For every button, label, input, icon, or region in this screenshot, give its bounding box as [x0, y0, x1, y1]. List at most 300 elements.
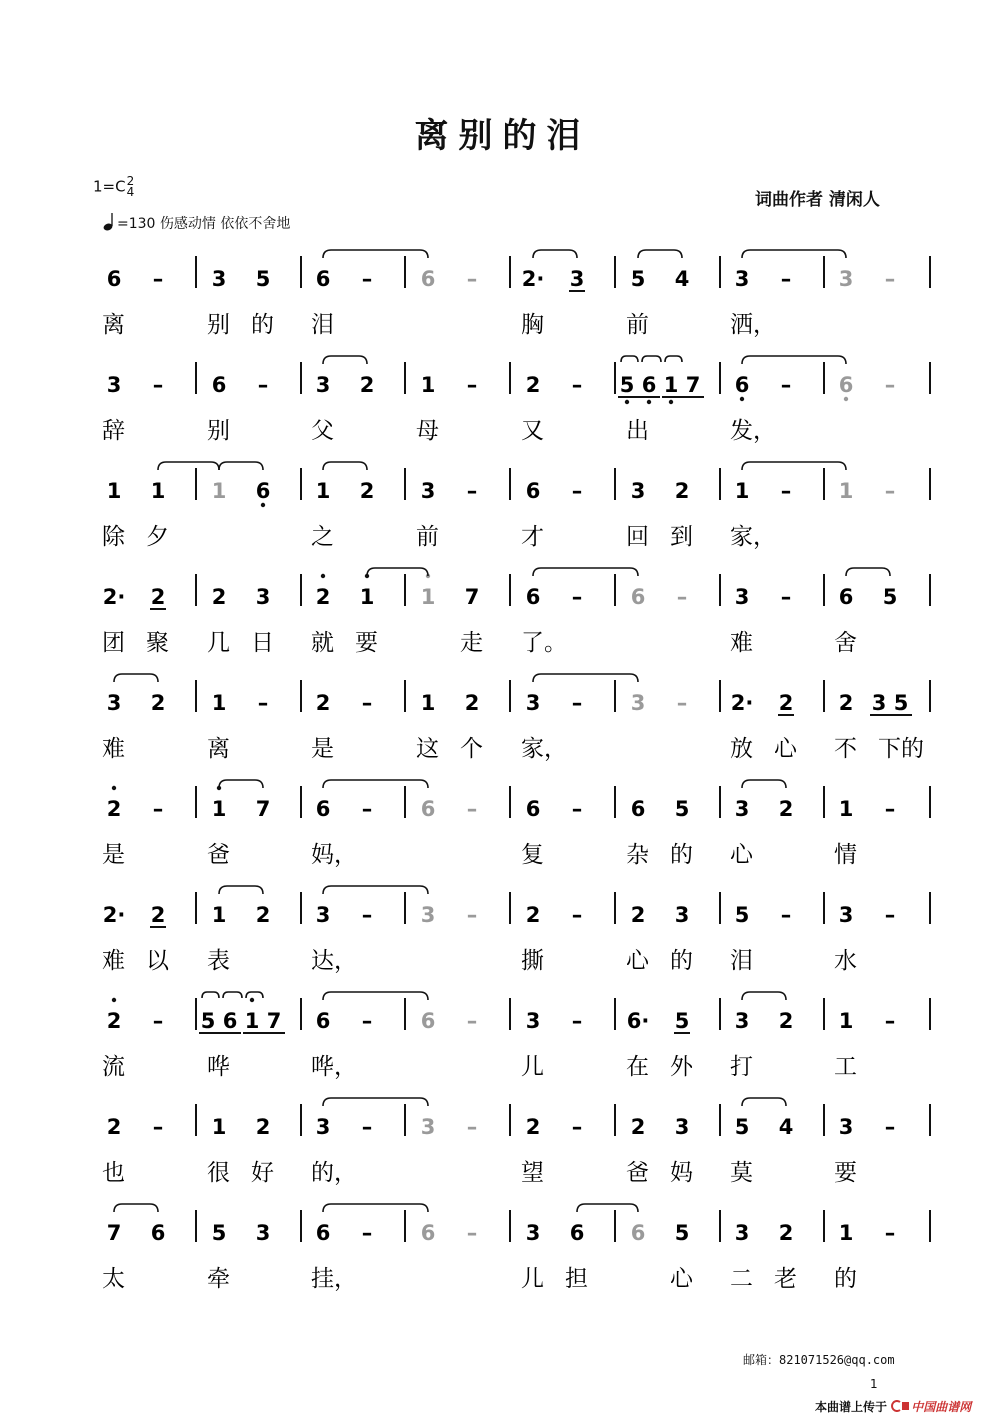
note: 2 — [838, 691, 854, 715]
note: 6· — [626, 1009, 650, 1033]
footer-brand[interactable]: 中国曲谱网 — [911, 1400, 972, 1414]
lyric: 之 — [311, 524, 334, 550]
tie-arc — [114, 1204, 158, 1212]
note: 1 — [150, 479, 166, 503]
dash-note: – — [466, 267, 478, 291]
note: 3 — [674, 1115, 690, 1139]
note: 4 — [778, 1115, 794, 1139]
tie-arc — [665, 356, 682, 362]
note: 5 — [630, 267, 646, 291]
note: 6 — [734, 373, 750, 397]
dash-note: – — [571, 797, 583, 821]
note: 2 — [106, 797, 122, 821]
lyric: 前 — [626, 312, 649, 338]
note: 5 — [882, 585, 898, 609]
score-system — [102, 356, 930, 444]
note: 4 — [674, 267, 690, 291]
note: 3 — [525, 1221, 541, 1245]
note: 3 — [838, 1115, 854, 1139]
note: 3 — [525, 1009, 541, 1033]
lyric: 很 — [207, 1160, 230, 1186]
note: 7 — [685, 373, 701, 397]
dash-note: – — [571, 1009, 583, 1033]
note: 3 — [569, 267, 585, 291]
tie-arc — [742, 992, 786, 1000]
high-octave-dot — [321, 574, 325, 578]
note: 2 — [525, 903, 541, 927]
note: 3 — [630, 479, 646, 503]
note: 2 — [674, 479, 690, 503]
note: 3 — [838, 267, 854, 291]
tie-arc — [219, 462, 263, 470]
tie-arc — [577, 1204, 638, 1212]
lyric: 是 — [102, 842, 125, 868]
note: 3 — [420, 479, 436, 503]
lyric: 牵 — [207, 1266, 230, 1292]
note: 6 — [525, 585, 541, 609]
note: 1 — [420, 585, 436, 609]
lyric: 发， — [730, 418, 776, 444]
note: 6 — [641, 373, 657, 397]
lyric: 要 — [834, 1160, 857, 1186]
dash-note: – — [466, 1221, 478, 1245]
lyric: 的 — [251, 312, 274, 338]
dash-note: – — [466, 1009, 478, 1033]
footer-prefix: 本曲谱上传于 — [815, 1400, 888, 1414]
song-title: 离别的泪 — [414, 116, 591, 156]
note: 1 — [211, 1115, 227, 1139]
tie-arc — [742, 780, 786, 788]
note: 2 — [315, 691, 331, 715]
note: 2 — [211, 585, 227, 609]
note: 5 — [211, 1221, 227, 1245]
lyric: 出 — [626, 418, 649, 444]
lyric: 家， — [730, 524, 776, 550]
note: 1 — [838, 1221, 854, 1245]
low-octave-dot — [740, 397, 744, 401]
site-logo-icon — [891, 1400, 911, 1412]
site-footer — [815, 1398, 971, 1415]
lyric: 达， — [311, 948, 357, 974]
note: 6 — [315, 1009, 331, 1033]
tie-arc — [533, 674, 638, 682]
note: 1 — [315, 479, 331, 503]
dash-note: – — [152, 1115, 164, 1139]
dash-note: – — [466, 903, 478, 927]
tempo-text: =130 伤感动情 依依不舍地 — [117, 216, 291, 232]
high-octave-dot — [112, 998, 116, 1002]
note: 3 — [734, 797, 750, 821]
dash-note: – — [361, 1115, 373, 1139]
note: 2 — [106, 1009, 122, 1033]
note: 3 — [871, 691, 887, 715]
tie-arc — [158, 462, 219, 470]
note: 1 — [734, 479, 750, 503]
note: 6 — [315, 1221, 331, 1245]
note: 3 — [838, 903, 854, 927]
note: 6 — [838, 585, 854, 609]
lyric: 聚 — [146, 630, 169, 656]
note: 2 — [778, 1221, 794, 1245]
lyric: 这 — [416, 736, 439, 762]
note: 3 — [315, 903, 331, 927]
lyric: 情 — [834, 842, 857, 868]
tie-arc — [367, 568, 428, 576]
tie-arc — [533, 568, 638, 576]
note: 6 — [420, 797, 436, 821]
note: 6 — [630, 585, 646, 609]
lyric: 泪 — [730, 948, 753, 974]
note: 1 — [211, 797, 227, 821]
tie-arc — [223, 992, 242, 998]
low-octave-dot — [625, 400, 629, 404]
note: 2 — [630, 1115, 646, 1139]
dash-note: – — [884, 903, 896, 927]
note: 1 — [838, 1009, 854, 1033]
time-sig-numerator: 2 — [126, 174, 135, 188]
lyric: 的 — [670, 842, 693, 868]
lyric: 杂 — [626, 842, 649, 868]
tie-arc — [323, 1204, 428, 1212]
lyric: 表 — [207, 948, 230, 974]
note: 6 — [255, 479, 271, 503]
score-system — [102, 674, 930, 762]
dash-note: – — [780, 267, 792, 291]
note: 5 — [893, 691, 909, 715]
note: 3 — [315, 373, 331, 397]
lyric: 家， — [521, 736, 567, 762]
note: 3 — [734, 585, 750, 609]
score-system — [102, 462, 930, 550]
note: 6 — [211, 373, 227, 397]
dash-note: – — [152, 797, 164, 821]
note: 6 — [106, 267, 122, 291]
dash-note: – — [884, 1115, 896, 1139]
note: 3 — [211, 267, 227, 291]
note: 3 — [420, 1115, 436, 1139]
note: 3 — [255, 1221, 271, 1245]
note: 6 — [420, 1221, 436, 1245]
low-octave-dot — [669, 400, 673, 404]
lyric: 的 — [670, 948, 693, 974]
lyric: 莫 — [730, 1160, 753, 1186]
dash-note: – — [780, 373, 792, 397]
tie-arc — [621, 356, 638, 362]
note: 2 — [778, 1009, 794, 1033]
note: 2 — [778, 691, 794, 715]
lyric: 太 — [102, 1266, 125, 1292]
dash-note: – — [466, 479, 478, 503]
low-octave-dot — [844, 397, 848, 401]
lyric: 爸 — [626, 1160, 649, 1186]
lyric: 才 — [521, 524, 544, 550]
note: 3 — [734, 1009, 750, 1033]
dash-note: – — [884, 373, 896, 397]
note: 1 — [420, 691, 436, 715]
note: 2 — [255, 1115, 271, 1139]
note: 2 — [150, 585, 166, 609]
lyric: 走 — [460, 630, 483, 656]
lyric: 外 — [670, 1054, 693, 1080]
note: 5 — [255, 267, 271, 291]
note: 6 — [630, 797, 646, 821]
tie-arc — [323, 462, 367, 470]
low-octave-dot — [261, 503, 265, 507]
lyric: 难 — [730, 630, 753, 656]
lyric: 心 — [670, 1266, 693, 1292]
tie-arc — [114, 674, 158, 682]
tie-arc — [219, 780, 263, 788]
tie-arc — [246, 992, 263, 998]
dash-note: – — [466, 373, 478, 397]
lyric: 别 — [207, 418, 230, 444]
lyric: 哗， — [311, 1054, 357, 1080]
note: 2 — [359, 373, 375, 397]
contact-email: 邮箱：821071526@qq.com — [743, 1353, 895, 1367]
dash-note: – — [780, 479, 792, 503]
score-system — [102, 1204, 930, 1292]
lyric: 水 — [834, 948, 857, 974]
lyric: 哗 — [207, 1054, 230, 1080]
note: 2 — [778, 797, 794, 821]
dash-note: – — [361, 691, 373, 715]
lyric: 回 — [626, 524, 649, 550]
note: 6 — [150, 1221, 166, 1245]
tie-arc — [323, 356, 367, 364]
note: 7 — [106, 1221, 122, 1245]
lyric: 工 — [834, 1054, 857, 1080]
note: 2· — [730, 691, 754, 715]
note: 1 — [663, 373, 679, 397]
note: 2 — [359, 479, 375, 503]
lyric: 也 — [102, 1160, 125, 1186]
score-system — [102, 568, 930, 656]
lyric: 爸 — [207, 842, 230, 868]
dash-note: – — [466, 797, 478, 821]
tie-arc — [533, 250, 577, 258]
score-system — [102, 1098, 930, 1186]
dash-note: – — [780, 903, 792, 927]
note: 6 — [630, 1221, 646, 1245]
tie-arc — [219, 886, 263, 894]
note: 1 — [211, 903, 227, 927]
composer-credit: 词曲作者 清闲人 — [755, 190, 880, 210]
dash-note: – — [361, 267, 373, 291]
dash-note: – — [257, 691, 269, 715]
tie-arc — [323, 250, 428, 258]
lyric: 离 — [207, 736, 230, 762]
lyric: 撕 — [521, 948, 544, 974]
note: 6 — [420, 1009, 436, 1033]
note: 1 — [211, 691, 227, 715]
tie-arc — [742, 462, 846, 470]
dash-note: – — [571, 903, 583, 927]
dash-note: – — [571, 691, 583, 715]
tie-arc — [742, 250, 846, 258]
lyric: 二 — [730, 1266, 753, 1292]
note: 3 — [106, 691, 122, 715]
note: 6 — [525, 479, 541, 503]
lyric: 难 — [102, 948, 125, 974]
note: 2 — [255, 903, 271, 927]
lyric: 以 — [146, 948, 169, 974]
lyric: 流 — [102, 1054, 125, 1080]
lyric: 别 — [207, 312, 230, 338]
score-system — [102, 992, 930, 1080]
lyric: 的 — [834, 1266, 857, 1292]
note: 2 — [106, 1115, 122, 1139]
lyric: 要 — [355, 630, 378, 656]
lyric: 辞 — [102, 418, 125, 444]
tie-arc — [323, 992, 428, 1000]
note: 1 — [359, 585, 375, 609]
lyric: 儿 — [521, 1266, 544, 1292]
note: 3 — [674, 903, 690, 927]
note: 5 — [674, 1009, 690, 1033]
note: 6 — [420, 267, 436, 291]
tie-arc — [638, 250, 682, 258]
key-label: 1=C — [93, 177, 126, 196]
score-system — [102, 250, 930, 338]
note: 3 — [255, 585, 271, 609]
lyric: 心 — [626, 948, 649, 974]
dash-note: – — [152, 373, 164, 397]
lyric: 复 — [521, 842, 544, 868]
note: 2· — [102, 903, 126, 927]
note: 1 — [420, 373, 436, 397]
time-sig-denominator: 4 — [126, 185, 135, 199]
dash-note: – — [361, 903, 373, 927]
lyric: 洒， — [730, 312, 776, 338]
tie-arc — [323, 886, 428, 894]
tie-arc — [742, 356, 846, 364]
score-system — [102, 886, 930, 974]
note: 5 — [734, 1115, 750, 1139]
note: 1 — [211, 479, 227, 503]
lyric: 了。 — [521, 630, 567, 656]
lyric: 妈 — [670, 1160, 693, 1186]
lyric: 除 — [102, 524, 125, 550]
dash-note: – — [152, 1009, 164, 1033]
note: 6 — [569, 1221, 585, 1245]
dash-note: – — [571, 373, 583, 397]
note: 2 — [315, 585, 331, 609]
high-octave-dot — [112, 786, 116, 790]
note: 2· — [102, 585, 126, 609]
lyric: 夕 — [146, 524, 169, 550]
dash-note: – — [676, 691, 688, 715]
tie-arc — [323, 1098, 428, 1106]
lyric: 日 — [251, 630, 274, 656]
dash-note: – — [780, 585, 792, 609]
lyric: 打 — [730, 1054, 753, 1080]
lyric: 到 — [670, 524, 693, 550]
low-octave-dot — [647, 400, 651, 404]
dash-note: – — [152, 267, 164, 291]
dash-note: – — [361, 1221, 373, 1245]
lyric: 舍 — [834, 630, 857, 656]
note: 5 — [734, 903, 750, 927]
lyric: 母 — [416, 418, 439, 444]
note: 2 — [525, 1115, 541, 1139]
lyric: 几 — [207, 630, 230, 656]
lyric: 望 — [521, 1160, 544, 1186]
lyric: 不 — [834, 736, 857, 762]
note: 2 — [150, 691, 166, 715]
page-number: 1 — [870, 1377, 878, 1391]
note: 3 — [106, 373, 122, 397]
lyric: 团 — [102, 630, 125, 656]
tie-arc — [202, 992, 219, 998]
note: 1 — [106, 479, 122, 503]
note: 3 — [630, 691, 646, 715]
note: 7 — [464, 585, 480, 609]
note: 6 — [525, 797, 541, 821]
note: 1 — [838, 479, 854, 503]
dash-note: – — [257, 373, 269, 397]
lyric: 心 — [774, 736, 797, 762]
dash-note: – — [571, 585, 583, 609]
note: 6 — [315, 797, 331, 821]
note: 1 — [244, 1009, 260, 1033]
dash-note: – — [466, 1115, 478, 1139]
score-system — [102, 780, 930, 868]
note: 5 — [200, 1009, 216, 1033]
note: 3 — [315, 1115, 331, 1139]
lyric: 担 — [565, 1266, 588, 1292]
note: 7 — [255, 797, 271, 821]
lyric: 泪 — [311, 312, 334, 338]
lyric: 妈， — [311, 842, 357, 868]
lyric: 难 — [102, 736, 125, 762]
dash-note: – — [676, 585, 688, 609]
note: 5 — [674, 1221, 690, 1245]
lyric: 是 — [311, 736, 334, 762]
dash-note: – — [361, 1009, 373, 1033]
lyric: 心 — [730, 842, 753, 868]
note: 2 — [525, 373, 541, 397]
note: 2 — [630, 903, 646, 927]
lyric: 在 — [626, 1054, 649, 1080]
lyric: 离 — [102, 312, 125, 338]
dash-note: – — [884, 1009, 896, 1033]
lyric: 老 — [774, 1266, 797, 1292]
note: 5 — [674, 797, 690, 821]
dash-note: – — [884, 797, 896, 821]
lyric: 好 — [251, 1160, 274, 1186]
lyric: 胸 — [521, 312, 544, 338]
dash-note: – — [571, 1115, 583, 1139]
lyric: 又 — [521, 418, 544, 444]
note: 3 — [420, 903, 436, 927]
lyric: 放 — [730, 736, 753, 762]
note: 6 — [222, 1009, 238, 1033]
dash-note: – — [571, 479, 583, 503]
note: 3 — [525, 691, 541, 715]
lyric: 儿 — [521, 1054, 544, 1080]
lyric: 挂， — [311, 1266, 357, 1292]
note: 6 — [838, 373, 854, 397]
dash-note: – — [884, 479, 896, 503]
dash-note: – — [884, 267, 896, 291]
lyric: 的， — [311, 1160, 357, 1186]
lyric: 就 — [311, 630, 334, 656]
lyric: 下的 — [878, 736, 924, 762]
note: 2 — [464, 691, 480, 715]
high-octave-dot — [250, 998, 254, 1002]
note: 6 — [315, 267, 331, 291]
tie-arc — [323, 780, 428, 788]
